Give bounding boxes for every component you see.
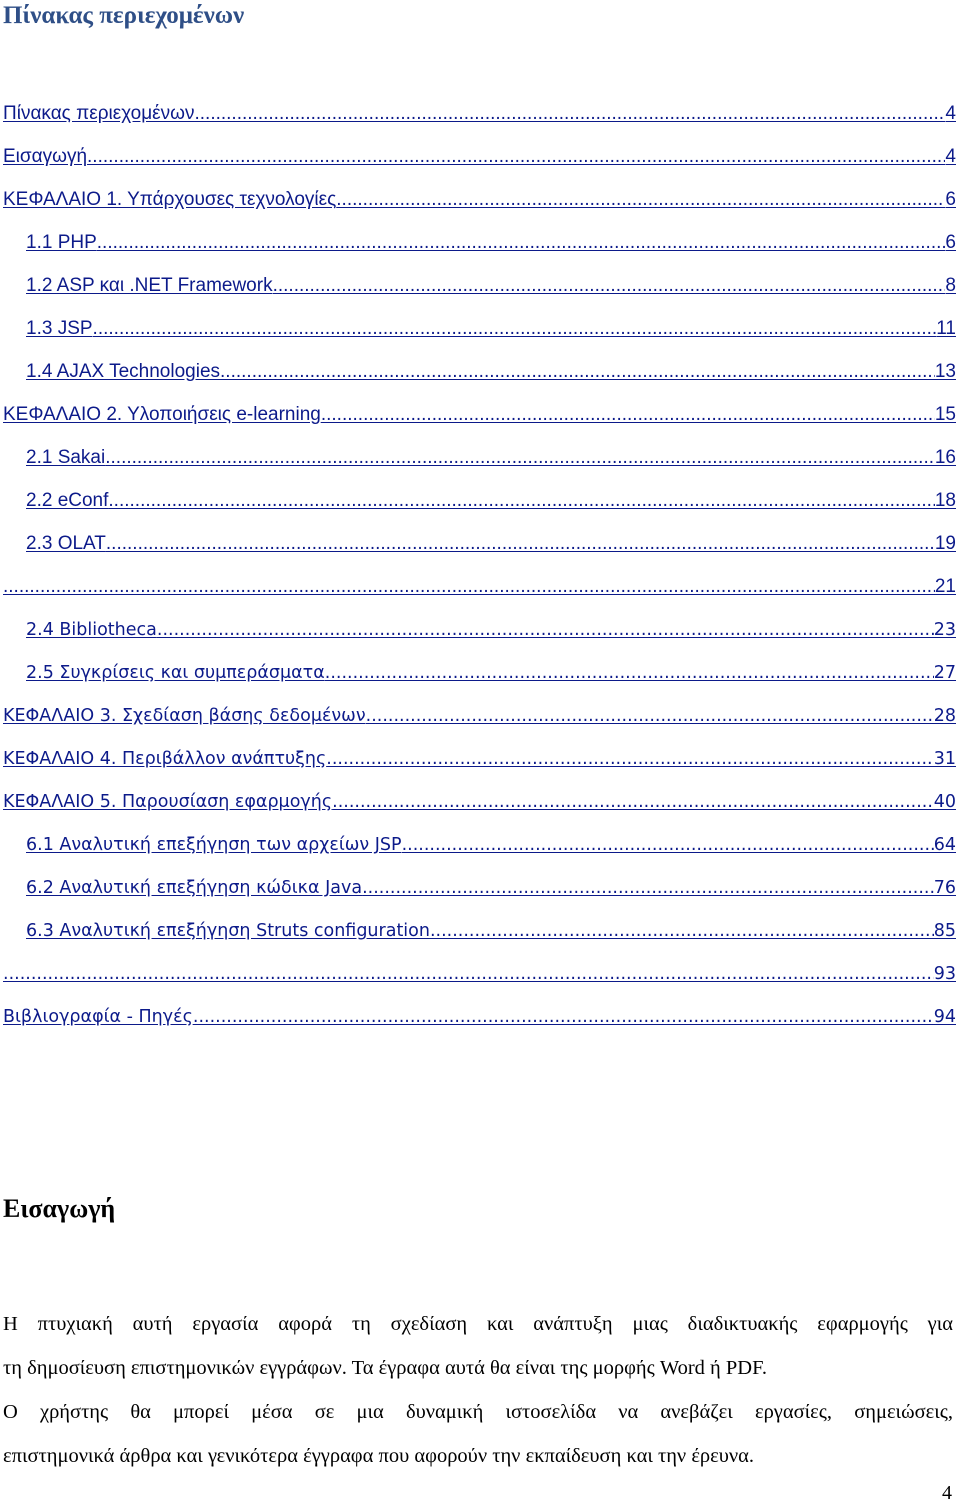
toc-entry-label: ΚΕΦΑΛΑΙΟ 5. Παρουσίαση εφαρμογής [3,792,333,812]
toc-entry-label: 1.2 ASP και .NET Framework [26,275,273,296]
toc-entry[interactable] [0,470,956,513]
toc-entry-page: 28 [933,706,956,726]
toc-entry-label: 2.4 Bibliotheca [26,620,157,640]
toc-leader-dots [93,317,937,341]
toc-leader-dots [108,489,934,513]
toc-entry[interactable] [0,556,956,599]
toc-entry-page: 8 [945,275,956,296]
toc-entry-page: 16 [934,447,956,468]
toc-entry[interactable] [0,212,956,255]
toc-entry[interactable] [0,728,956,771]
toc-leader-dots [362,876,934,900]
toc-entry-label: 2.2 eConf [26,490,109,511]
toc-entry-page: 94 [933,1007,956,1027]
toc-entry-page: 11 [936,318,956,339]
toc-entry[interactable] [0,341,956,384]
table-of-contents [0,83,956,1029]
toc-entry-page: 6 [945,232,956,253]
toc-entry-page: 85 [933,921,956,941]
toc-leader-dots [321,403,935,427]
toc-entry-page: 64 [933,835,956,855]
toc-entry-page: 18 [934,490,956,511]
toc-entry-label: 6.3 Αναλυτική επεξήγηση Struts configuration [26,921,430,941]
toc-entry-page: 93 [933,964,956,984]
toc-entry-label: 2.1 Sakai [26,447,106,468]
toc-entry[interactable] [0,298,956,341]
toc-entry-label: 2.5 Συγκρίσεις και συμπεράσματα [26,663,325,683]
toc-entry-page: 40 [933,792,956,812]
toc-entry-label: 1.4 AJAX Technologies [26,361,221,382]
toc-entry-label: ΚΕΦΑΛΑΙΟ 4. Περιβάλλον ανάπτυξης [3,749,327,769]
toc-entry-page: 4 [945,146,956,167]
toc-entry-page: 19 [934,533,956,554]
toc-leader-dots [325,661,934,685]
toc-title: Πίνακας περιεχομένων [3,2,245,29]
toc-entry[interactable] [0,255,956,298]
toc-entry[interactable] [0,83,956,126]
toc-leader-dots [193,1005,934,1029]
toc-entry[interactable] [0,642,956,685]
toc-entry[interactable] [0,169,956,212]
toc-leader-dots [105,446,935,470]
toc-leader-dots [326,747,933,771]
paragraph-line: Ο χρήστης θα μπορεί μέσα σε μια δυναμική ιστοσελίδα να ανεβάζει εργασίες, σημειώσεις, [3,1401,953,1423]
toc-leader-dots [430,919,934,943]
toc-entry-label: ΚΕΦΑΛΑΙΟ 2. Υλοποιήσεις e-learning [3,404,321,425]
toc-leader-dots [332,790,934,814]
toc-entry[interactable] [0,986,956,1029]
paragraph-line: τη δημοσίευση επιστημονικών εγγράφων. Τα έγραφα αυτά θα είναι της μορφής Word ή PDF. [3,1357,767,1379]
toc-leader-dots [97,231,946,255]
toc-entry-label: 6.1 Αναλυτική επεξήγηση των αρχείων JSP [26,835,402,855]
toc-entry[interactable] [0,384,956,427]
section-title: Εισαγωγή [3,1194,116,1223]
intro-paragraph [3,1302,953,1478]
paragraph-line: επιστημονικά άρθρα και γενικότερα έγγραφα που αφορούν την εκπαίδευση και την έρευνα. [3,1445,755,1467]
toc-entry[interactable] [0,814,956,857]
toc-entry-page: 21 [934,576,956,597]
toc-entry[interactable] [0,513,956,556]
toc-entry-label: Πίνακας περιεχομένων [3,103,195,124]
toc-entry-page: 4 [945,103,956,124]
toc-entry-label: 1.3 JSP [26,318,93,339]
toc-entry-label: ΚΕΦΑΛΑΙΟ 3. Σχεδίαση βάσης δεδομένων [3,706,366,726]
toc-entry-label: Βιβλιογραφία - Πηγές [3,1007,193,1027]
toc-entry-label: 6.2 Αναλυτική επεξήγηση κώδικα Java [26,878,363,898]
toc-entry-label: ΚΕΦΑΛΑΙΟ 1. Υπάρχουσες τεχνολογίες [3,189,337,210]
toc-leader-dots [194,102,945,126]
toc-entry-page: 27 [933,663,956,683]
toc-entry[interactable] [0,427,956,470]
toc-entry-page: 31 [933,749,956,769]
toc-entry-page: 23 [933,620,956,640]
toc-entry[interactable] [0,126,956,169]
toc-leader-dots [3,575,935,599]
toc-entry[interactable] [0,943,956,986]
toc-leader-dots [273,274,946,298]
toc-leader-dots [366,704,934,728]
toc-entry-label: Εισαγωγή [3,146,88,167]
paragraph-line: Η πτυχιακή αυτή εργασία αφορά τη σχεδίαση και ανάπτυξη μιας διαδικτυακής εφαρμογής για [3,1313,953,1335]
toc-leader-dots [87,145,945,169]
toc-leader-dots [106,532,935,556]
toc-entry-page: 76 [933,878,956,898]
page-number: 4 [942,1482,952,1504]
toc-leader-dots [336,188,945,212]
toc-entry[interactable] [0,599,956,642]
toc-entry[interactable] [0,900,956,943]
toc-leader-dots [402,833,934,857]
toc-leader-dots [157,618,934,642]
toc-entry[interactable] [0,857,956,900]
toc-entry-page: 13 [934,361,956,382]
toc-entry-label: 2.3 OLAT [26,533,106,554]
toc-entry-page: 6 [945,189,956,210]
toc-leader-dots [3,962,934,986]
toc-leader-dots [220,360,935,384]
toc-entry-page: 15 [934,404,956,425]
toc-entry[interactable] [0,771,956,814]
toc-entry-label: 1.1 PHP [26,232,97,253]
toc-entry[interactable] [0,685,956,728]
